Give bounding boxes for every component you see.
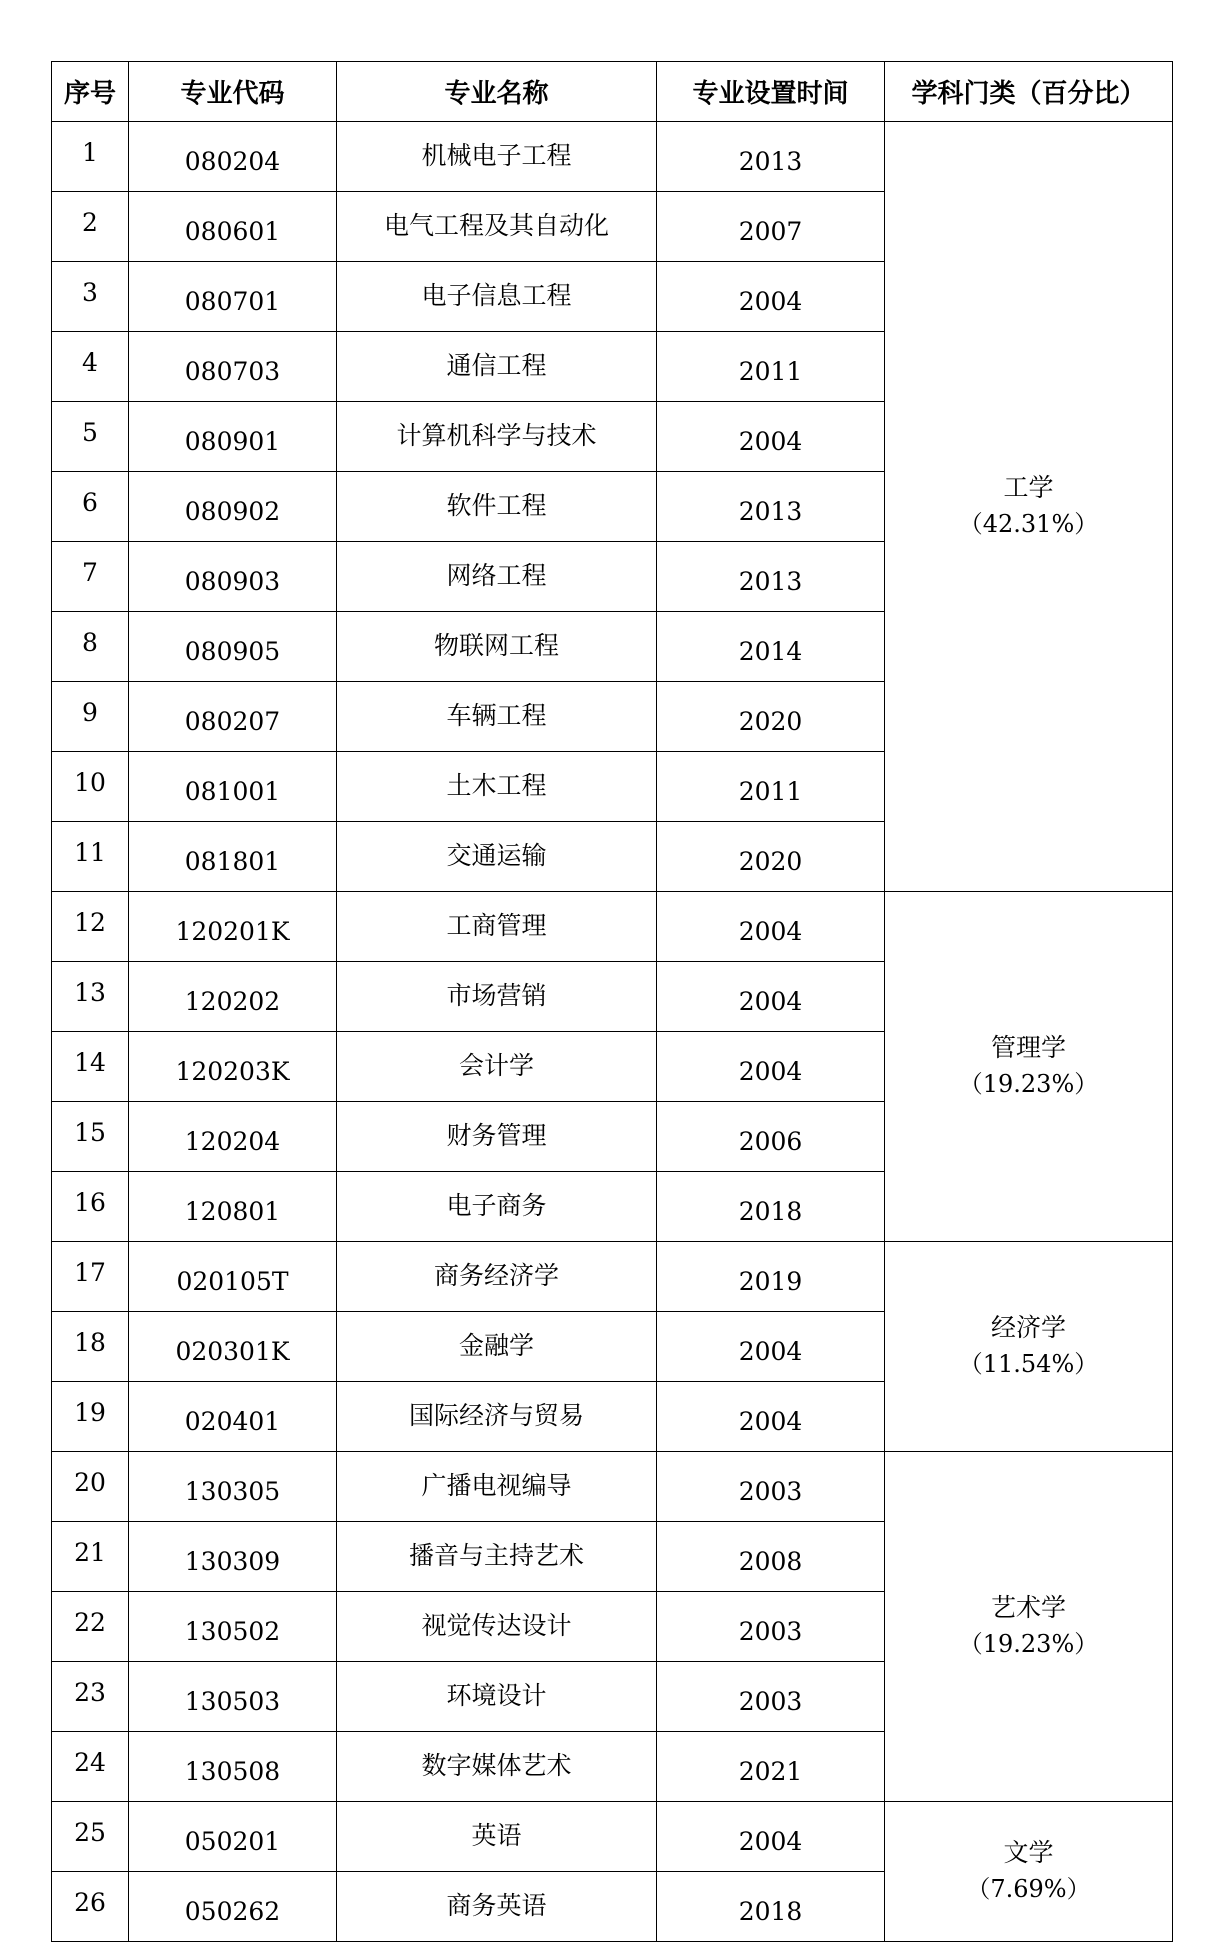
row-year: 2004 xyxy=(657,962,885,1032)
row-code: 080905 xyxy=(129,612,337,682)
row-name: 计算机科学与技术 xyxy=(337,402,657,472)
row-year: 2006 xyxy=(657,1102,885,1172)
row-year: 2004 xyxy=(657,262,885,332)
row-idx: 8 xyxy=(52,612,129,682)
row-idx: 19 xyxy=(52,1382,129,1452)
category-name: 工学 xyxy=(1003,472,1054,502)
row-name: 财务管理 xyxy=(337,1102,657,1172)
table-body xyxy=(52,122,1173,1942)
category-cell xyxy=(885,1452,1173,1802)
row-code: 080901 xyxy=(129,402,337,472)
row-code: 020301K xyxy=(129,1312,337,1382)
row-idx: 1 xyxy=(52,122,129,192)
row-year: 2011 xyxy=(657,332,885,402)
header-code: 专业代码 xyxy=(129,62,337,122)
row-code: 020105T xyxy=(129,1242,337,1312)
table-row xyxy=(52,122,1173,192)
row-idx: 13 xyxy=(52,962,129,1032)
row-code: 050201 xyxy=(129,1802,337,1872)
row-idx: 23 xyxy=(52,1662,129,1732)
row-code: 130503 xyxy=(129,1662,337,1732)
row-year: 2003 xyxy=(657,1452,885,1522)
row-idx: 6 xyxy=(52,472,129,542)
row-code: 081801 xyxy=(129,822,337,892)
row-idx: 24 xyxy=(52,1732,129,1802)
row-code: 080701 xyxy=(129,262,337,332)
row-name: 通信工程 xyxy=(337,332,657,402)
row-name: 车辆工程 xyxy=(337,682,657,752)
row-code: 120203K xyxy=(129,1032,337,1102)
row-code: 120202 xyxy=(129,962,337,1032)
row-idx: 16 xyxy=(52,1172,129,1242)
row-year: 2014 xyxy=(657,612,885,682)
row-year: 2004 xyxy=(657,402,885,472)
row-name: 商务经济学 xyxy=(337,1242,657,1312)
table-row xyxy=(52,892,1173,962)
row-year: 2021 xyxy=(657,1732,885,1802)
category-name: 文学 xyxy=(1003,1837,1054,1867)
row-name: 软件工程 xyxy=(337,472,657,542)
row-code: 120801 xyxy=(129,1172,337,1242)
row-code: 080204 xyxy=(129,122,337,192)
row-idx: 18 xyxy=(52,1312,129,1382)
row-name: 播音与主持艺术 xyxy=(337,1522,657,1592)
row-code: 050262 xyxy=(129,1872,337,1942)
row-name: 电子信息工程 xyxy=(337,262,657,332)
row-year: 2013 xyxy=(657,542,885,612)
row-year: 2007 xyxy=(657,192,885,262)
row-year: 2004 xyxy=(657,1382,885,1452)
row-year: 2003 xyxy=(657,1592,885,1662)
row-idx: 10 xyxy=(52,752,129,822)
row-year: 2013 xyxy=(657,472,885,542)
category-percent: （19.23%） xyxy=(958,1629,1099,1658)
row-year: 2004 xyxy=(657,1032,885,1102)
row-idx: 3 xyxy=(52,262,129,332)
row-year: 2019 xyxy=(657,1242,885,1312)
row-code: 080703 xyxy=(129,332,337,402)
row-idx: 4 xyxy=(52,332,129,402)
row-name: 物联网工程 xyxy=(337,612,657,682)
row-code: 081001 xyxy=(129,752,337,822)
row-code: 130508 xyxy=(129,1732,337,1802)
row-code: 120201K xyxy=(129,892,337,962)
row-name: 电气工程及其自动化 xyxy=(337,192,657,262)
row-code: 130309 xyxy=(129,1522,337,1592)
header-idx: 序号 xyxy=(52,62,129,122)
row-idx: 14 xyxy=(52,1032,129,1102)
row-code: 020401 xyxy=(129,1382,337,1452)
row-name: 会计学 xyxy=(337,1032,657,1102)
row-year: 2004 xyxy=(657,892,885,962)
row-code: 080601 xyxy=(129,192,337,262)
row-year: 2003 xyxy=(657,1662,885,1732)
row-idx: 9 xyxy=(52,682,129,752)
category-cell xyxy=(885,892,1173,1242)
row-year: 2011 xyxy=(657,752,885,822)
row-year: 2018 xyxy=(657,1172,885,1242)
table-row xyxy=(52,1802,1173,1872)
row-idx: 20 xyxy=(52,1452,129,1522)
row-name: 英语 xyxy=(337,1802,657,1872)
row-name: 环境设计 xyxy=(337,1662,657,1732)
row-year: 2008 xyxy=(657,1522,885,1592)
row-name: 视觉传达设计 xyxy=(337,1592,657,1662)
row-name: 电子商务 xyxy=(337,1172,657,1242)
row-name: 土木工程 xyxy=(337,752,657,822)
row-name: 工商管理 xyxy=(337,892,657,962)
row-name: 交通运输 xyxy=(337,822,657,892)
category-cell xyxy=(885,1242,1173,1452)
row-year: 2004 xyxy=(657,1312,885,1382)
table-row xyxy=(52,1242,1173,1312)
row-code: 130502 xyxy=(129,1592,337,1662)
category-percent: （19.23%） xyxy=(958,1069,1099,1098)
row-idx: 7 xyxy=(52,542,129,612)
category-cell xyxy=(885,122,1173,892)
row-year: 2020 xyxy=(657,682,885,752)
category-percent: （7.69%） xyxy=(966,1874,1091,1903)
table-row xyxy=(52,1452,1173,1522)
row-idx: 5 xyxy=(52,402,129,472)
row-name: 国际经济与贸易 xyxy=(337,1382,657,1452)
header-year: 专业设置时间 xyxy=(657,62,885,122)
row-idx: 26 xyxy=(52,1872,129,1942)
row-code: 130305 xyxy=(129,1452,337,1522)
category-name: 艺术学 xyxy=(990,1592,1066,1622)
row-name: 机械电子工程 xyxy=(337,122,657,192)
category-name: 经济学 xyxy=(990,1312,1066,1342)
row-year: 2020 xyxy=(657,822,885,892)
category-percent: （42.31%） xyxy=(958,509,1099,538)
row-idx: 2 xyxy=(52,192,129,262)
row-idx: 22 xyxy=(52,1592,129,1662)
table-header-row xyxy=(52,62,1173,122)
header-name: 专业名称 xyxy=(337,62,657,122)
row-name: 广播电视编导 xyxy=(337,1452,657,1522)
row-year: 2018 xyxy=(657,1872,885,1942)
row-idx: 21 xyxy=(52,1522,129,1592)
category-percent: （11.54%） xyxy=(958,1349,1099,1378)
row-idx: 11 xyxy=(52,822,129,892)
row-year: 2004 xyxy=(657,1802,885,1872)
row-idx: 15 xyxy=(52,1102,129,1172)
row-name: 金融学 xyxy=(337,1312,657,1382)
majors-table xyxy=(51,61,1173,1942)
row-code: 120204 xyxy=(129,1102,337,1172)
row-code: 080903 xyxy=(129,542,337,612)
row-idx: 25 xyxy=(52,1802,129,1872)
header-category: 学科门类（百分比） xyxy=(885,62,1173,122)
row-name: 商务英语 xyxy=(337,1872,657,1942)
row-name: 市场营销 xyxy=(337,962,657,1032)
category-cell xyxy=(885,1802,1173,1942)
row-code: 080902 xyxy=(129,472,337,542)
row-year: 2013 xyxy=(657,122,885,192)
category-name: 管理学 xyxy=(990,1032,1066,1062)
row-code: 080207 xyxy=(129,682,337,752)
row-name: 数字媒体艺术 xyxy=(337,1732,657,1802)
row-idx: 17 xyxy=(52,1242,129,1312)
row-name: 网络工程 xyxy=(337,542,657,612)
row-idx: 12 xyxy=(52,892,129,962)
